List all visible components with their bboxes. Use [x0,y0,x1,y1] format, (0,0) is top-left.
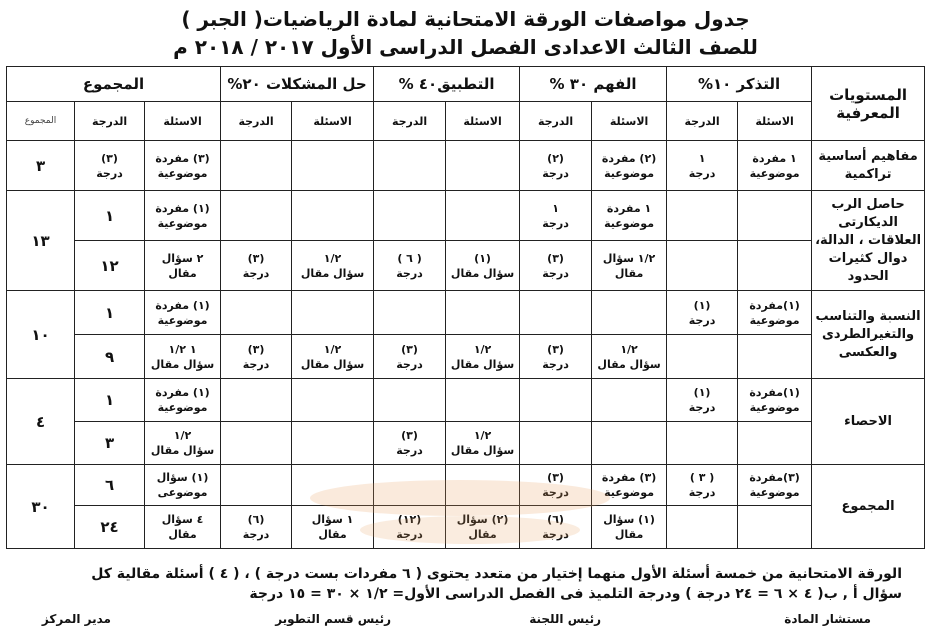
table-cell: (٣) مفردة موضوعية [592,465,667,506]
table-cell: ١/٢ سؤال مقال [145,422,221,465]
page-subtitle: للصف الثالث الاعدادى الفصل الدراسى الأول ٢٠١٧ / ٢٠١٨ م [173,35,758,59]
subheader-degree: الدرجة [520,102,592,141]
table-cell: ٦ [75,465,145,506]
signature-subject-advisor: مستشار المادة [784,612,871,626]
empty-cell [374,465,446,506]
table-cell: (١) سؤال موضوعى [145,465,221,506]
table-cell: ٩ [75,335,145,379]
empty-cell [221,141,292,191]
footer-note-line2: سؤال أ , ب( ٤ × ٦ = ٢٤ درجة ) ودرجة التلميذ فى الفصل الدراسى الأول= ١/٢ × ٣٠ = ١٥ درجة [249,586,902,602]
table-cell: (٢) درجة [520,141,592,191]
table-cell: (٣) درجة [520,465,592,506]
empty-cell [592,291,667,335]
row-total: ٤ [7,379,75,465]
table-cell: ١ درجة [520,191,592,241]
table-cell: (١) درجة [667,291,738,335]
empty-cell [667,241,738,291]
table-cell: (٦) درجة [221,506,292,549]
empty-cell [738,241,812,291]
table-cell: (٢) سؤال مقال [446,506,520,549]
row-label: حاصل الرب الديكارتى العلاقات ، الدالة، دوال كثيرات الحدود [812,191,925,291]
table-cell: (٣) درجة [520,241,592,291]
table-row [7,335,925,379]
empty-cell [446,191,520,241]
table-cell: ١/٢ سؤال مقال [446,335,520,379]
empty-cell [292,422,374,465]
table-cell: (٣) درجة [75,141,145,191]
header-problems: حل المشكلات ٢٠% [221,67,374,102]
table-cell: ( ٦ ) درجة [374,241,446,291]
table-cell: (٣) درجة [520,335,592,379]
table-cell: ٢ سؤال مقال [145,241,221,291]
empty-cell [292,291,374,335]
table-cell: (١) درجة [667,379,738,422]
empty-cell [520,291,592,335]
table-cell: ١ سؤال مقال [292,506,374,549]
table-cell: ١ [75,191,145,241]
empty-cell [292,191,374,241]
header-understand: الفهم ٣٠ % [520,67,667,102]
empty-cell [738,191,812,241]
row-total: ١٣ [7,191,75,291]
table-row [7,379,925,422]
subheader-degree: الدرجة [667,102,738,141]
table-cell: ١ [75,379,145,422]
header-remember: التذكر ١٠% [667,67,812,102]
subheader-degree: الدرجة [75,102,145,141]
table-row [7,191,925,241]
subheader-degree: الدرجة [374,102,446,141]
page-title: جدول مواصفات الورقة الامتحانية لمادة الرياضيات( الجبر ) [181,7,750,31]
table-cell: ١/٢ سؤال مقال [446,422,520,465]
table-cell: (١)مفردة موضوعية [738,379,812,422]
empty-cell [738,506,812,549]
empty-cell [292,141,374,191]
subheader-questions: الاسئلة [446,102,520,141]
table-cell: ٤ سؤال مقال [145,506,221,549]
table-cell: ١/٢ سؤال مقال [292,335,374,379]
empty-cell [520,422,592,465]
empty-cell [221,379,292,422]
table-cell: (١) مفردة موضوعية [145,191,221,241]
row-label: مفاهيم أساسية تراكمية [812,141,925,191]
empty-cell [292,465,374,506]
levels-header: المستويات المعرفية [812,67,925,141]
table-row [7,422,925,465]
empty-cell [667,191,738,241]
table-cell: ١ مفردة موضوعية [592,191,667,241]
table-row [7,291,925,335]
subheader-questions: الاسئلة [145,102,221,141]
empty-cell [738,335,812,379]
empty-cell [221,422,292,465]
row-total: ١٠ [7,291,75,379]
empty-cell [221,465,292,506]
table-row [7,241,925,291]
table-cell: (٣) درجة [221,335,292,379]
table-row [7,465,925,506]
table-cell: (١) سؤال مقال [592,506,667,549]
empty-cell [221,191,292,241]
subheader-questions: الاسئلة [292,102,374,141]
specification-table [6,66,925,549]
empty-cell [667,422,738,465]
table-cell: (١) سؤال مقال [446,241,520,291]
table-cell: ٢٤ [75,506,145,549]
subheader-degree: الدرجة [221,102,292,141]
table-cell: (٣)مفردة موضوعية [738,465,812,506]
table-cell: (٣) درجة [221,241,292,291]
table-cell: (١٢) درجة [374,506,446,549]
row-label: المجموع [812,465,925,549]
footer-note-line1: الورقة الامتحانية من خمسة أسئلة الأول منهما إختيار من متعدد يحتوى ( ٦ مفردات بست درجة ) ، ( ٤ ) أسئلة مقالية كل [91,566,902,582]
table-cell: (١) مفردة موضوعية [145,379,221,422]
empty-cell [374,191,446,241]
table-cell: (٣) درجة [374,335,446,379]
table-cell: (٣) مفردة موضوعية [145,141,221,191]
table-row [7,141,925,191]
table-cell: ١ مفردة موضوعية [738,141,812,191]
table-cell: (٢) مفردة موضوعية [592,141,667,191]
table-cell: ١/٢ سؤال مقال [292,241,374,291]
empty-cell [446,291,520,335]
subheader-questions: الاسئلة [738,102,812,141]
table-cell: ٣ [75,422,145,465]
subheader-total: المجموع [7,102,75,141]
empty-cell [446,379,520,422]
table-cell: (١) مفردة موضوعية [145,291,221,335]
row-label: النسبة والتناسب والتغيرالطردى والعكسى [812,291,925,379]
empty-cell [592,422,667,465]
table-cell: ( ٣ ) درجة [667,465,738,506]
table-cell: (٣) درجة [374,422,446,465]
table-cell: ١ درجة [667,141,738,191]
signature-center-director: مدير المركز [41,612,111,626]
empty-cell [446,141,520,191]
signatures-row [0,612,931,630]
empty-cell [374,141,446,191]
signature-committee-head: رئيس اللجنة [529,612,601,626]
row-label: الاحصاء [812,379,925,465]
empty-cell [292,379,374,422]
table-cell: ١ [75,291,145,335]
empty-cell [667,506,738,549]
empty-cell [221,291,292,335]
subheader-questions: الاسئلة [592,102,667,141]
empty-cell [592,379,667,422]
table-cell: ١ ١/٢ سؤال مقال [145,335,221,379]
empty-cell [374,379,446,422]
table-cell: ١٢ [75,241,145,291]
table-cell: ١/٢ سؤال مقال [592,241,667,291]
table-cell: (١)مفردة موضوعية [738,291,812,335]
empty-cell [667,335,738,379]
header-apply: التطبيق٤٠ % [374,67,520,102]
signature-development-head: رئيس قسم التطوير [275,612,391,626]
empty-cell [374,291,446,335]
empty-cell [520,379,592,422]
table-cell: (٦) درجة [520,506,592,549]
row-total: ٣٠ [7,465,75,549]
header-total: المجموع [7,67,221,102]
empty-cell [738,422,812,465]
table-cell: ١/٢ سؤال مقال [592,335,667,379]
empty-cell [446,465,520,506]
table-row [7,506,925,549]
row-total: ٣ [7,141,75,191]
